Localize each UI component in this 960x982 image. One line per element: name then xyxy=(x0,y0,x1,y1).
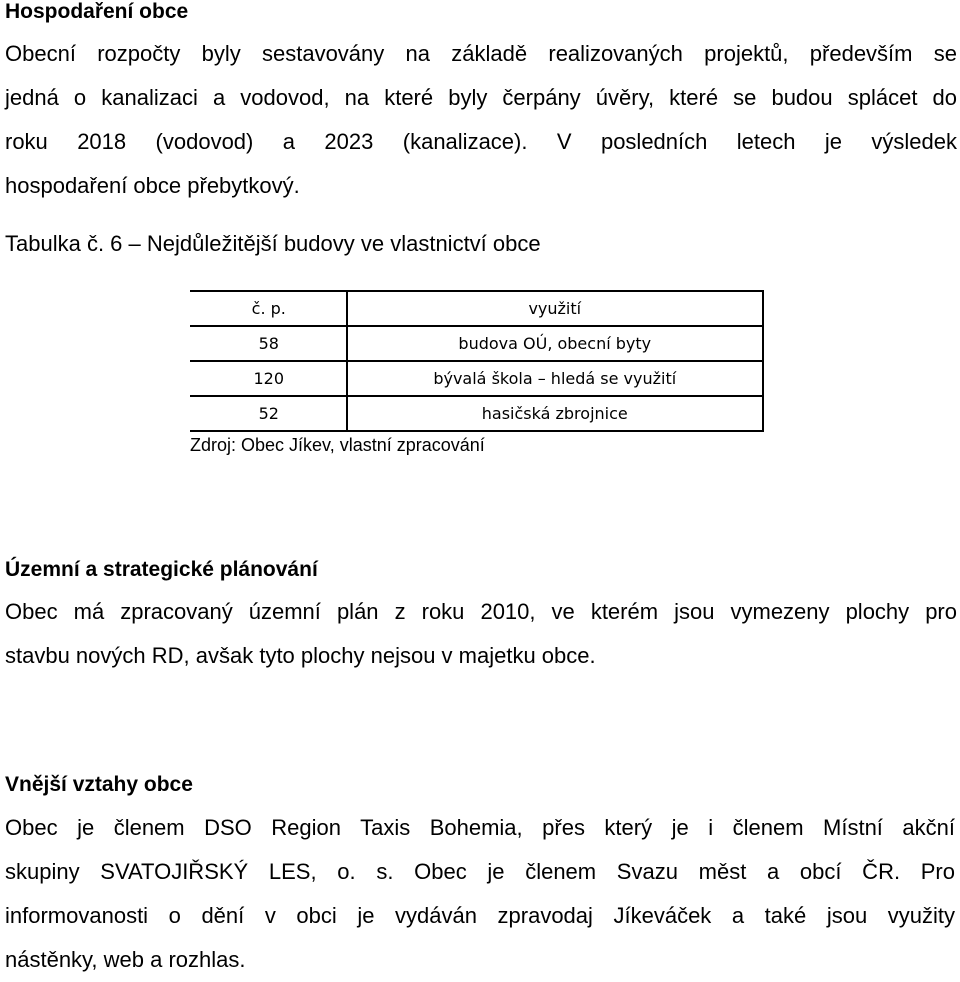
paragraph-line: skupiny SVATOJIŘSKÝ LES, o. s. Obec je členem Svazu měst a obcí ČR. Pro xyxy=(5,859,955,884)
paragraph-line: nástěnky, web a rozhlas. xyxy=(5,947,246,972)
paragraph-line: hospodaření obce přebytkový. xyxy=(5,173,300,198)
table-header-usage: využití xyxy=(347,291,763,326)
paragraph-planning xyxy=(5,590,957,678)
buildings-table xyxy=(190,290,764,432)
table-cell-number: 52 xyxy=(191,396,347,431)
section-heading-economy: Hospodaření obce xyxy=(5,0,189,23)
paragraph-line: roku 2018 (vodovod) a 2023 (kanalizace). V posledních letech je výsledek xyxy=(5,129,957,154)
paragraph-line: informovanosti o dění v obci je vydáván zpravodaj Jíkeváček a také jsou využity xyxy=(5,903,955,928)
table-caption: Tabulka č. 6 – Nejdůležitější budovy ve vlastnictví obce xyxy=(5,231,541,256)
table-cell-number: 120 xyxy=(191,361,347,396)
table-source-note: Zdroj: Obec Jíkev, vlastní zpracování xyxy=(190,435,485,455)
table-cell-number: 58 xyxy=(191,326,347,361)
section-heading-planning: Územní a strategické plánování xyxy=(5,558,318,581)
table-header-row xyxy=(191,291,763,326)
paragraph-line: Obec má zpracovaný územní plán z roku 2010, ve kterém jsou vymezeny plochy pro xyxy=(5,599,957,624)
paragraph-line: Obec je členem DSO Region Taxis Bohemia, přes který je i členem Místní akční xyxy=(5,815,955,840)
table-cell-usage: bývalá škola – hledá se využití xyxy=(347,361,763,396)
table-cell-usage: budova OÚ, obecní byty xyxy=(347,326,763,361)
table-row xyxy=(191,326,763,361)
section-heading-relations: Vnější vztahy obce xyxy=(5,773,193,796)
table-header-number: č. p. xyxy=(191,291,347,326)
table-row xyxy=(191,361,763,396)
paragraph-relations xyxy=(5,806,955,982)
paragraph-line: Obecní rozpočty byly sestavovány na základě realizovaných projektů, především se xyxy=(5,41,957,66)
table-cell-usage: hasičská zbrojnice xyxy=(347,396,763,431)
paragraph-economy xyxy=(5,32,957,208)
paragraph-line: jedná o kanalizaci a vodovod, na které byly čerpány úvěry, které se budou splácet do xyxy=(5,85,957,110)
table-row xyxy=(191,396,763,431)
paragraph-line: stavbu nových RD, avšak tyto plochy nejsou v majetku obce. xyxy=(5,643,596,668)
